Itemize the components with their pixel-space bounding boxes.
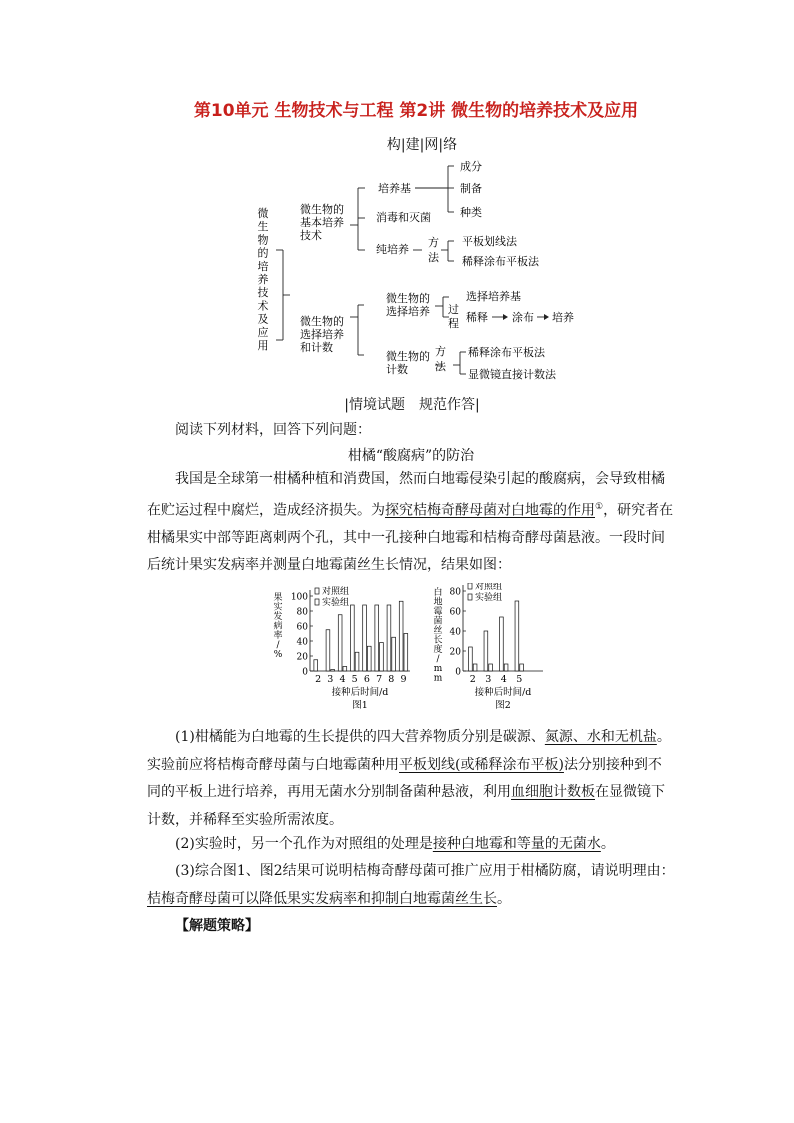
bar-control [484,631,488,671]
x-tick-label: 4 [339,674,346,685]
node-counting: 微生物的 [386,350,430,363]
pure-method: 稀释涂布平板法 [462,255,539,268]
node-counting: 计数 [386,363,408,376]
bar-experiment [367,646,371,671]
bar-control [469,647,473,671]
y-axis-label-char: / [276,640,280,651]
x-tick-label: 9 [400,674,407,685]
y-axis-label-char: % [273,650,283,660]
node-select-culture: 微生物的 [386,292,430,305]
y-axis-label-char: 实 [273,602,283,613]
count-method: 显微镜直接计数法 [468,368,556,381]
para1-text-b: ，研究者在柑橘果实中部等距离刺两个孔，其中一孔接种白地霉和桔梅奇酵母菌悬液。一段时间后统计果实发病率并测量白地霉菌丝生长情况，结果如图： [147,502,674,574]
branch-2-label: 微生物的 [300,315,344,328]
legend-swatch [315,599,319,605]
bar-experiment [343,667,347,672]
legend-label: 对照组 [475,583,503,592]
y-axis-label-char: 白 [433,588,443,598]
bar-control [500,617,504,671]
bar-control [363,605,367,671]
bar-experiment [404,634,408,672]
y-axis-label-char: 发 [273,612,283,622]
medium-item: 种类 [460,206,482,219]
bar-experiment [331,670,335,672]
x-tick-label: 3 [485,674,492,685]
network-root-char: 生 [257,220,269,234]
y-axis-label-char: m [433,664,443,674]
y-axis-label-char: 果 [273,593,283,603]
process-label: 程 [448,317,459,330]
process-step: 培养 [552,311,574,324]
y-axis-label-char: 度 [433,645,443,655]
figure-1-chart [270,583,420,719]
material-paragraph [147,466,675,580]
branch-2-label: 和计数 [300,341,333,354]
para1-underlined: 探究桔梅奇酵母菌对白地霉的作用 [385,502,595,519]
network-root-char: 用 [257,339,269,352]
bar-control [351,605,355,671]
count-method: 稀释涂布平板法 [468,346,545,359]
count-method-label: 方 [435,345,446,358]
x-tick-label: 6 [363,674,370,685]
process-step: 稀释 [466,311,488,324]
arrow-head [503,314,508,320]
figure-2-chart [430,583,550,719]
q2-text-2: 。 [600,836,615,852]
y-tick-label: 20 [449,647,461,658]
bar-experiment [380,643,384,672]
count-method-label: 法 [435,360,446,373]
process-step: 涂布 [512,311,534,324]
method-label: 法 [428,251,439,264]
y-tick-label: 60 [449,607,461,618]
y-tick-label: 60 [296,622,308,633]
y-tick-label: 20 [296,652,308,663]
bar-control [338,615,342,671]
node-medium: 培养基 [378,182,411,195]
q2-answer: 接种白地霉和等量的无菌水 [432,836,601,852]
question-2 [147,831,675,859]
bar-experiment [504,664,508,671]
y-axis-label-char: 地 [433,597,443,608]
figure-caption: 图1 [352,700,368,711]
y-tick-label: 40 [296,637,308,648]
node-select-culture: 选择培养 [386,305,430,318]
branch-1-label: 技术 [300,229,322,242]
para1-text-a: 我国是全球第一柑橘种植和消费国，然而白地霉侵染引起的酸腐病，会导致柑橘在贮运过程中腐烂，造成经济损失。为 [147,471,665,519]
q1-answer-1: 碳源、 [502,729,545,745]
y-axis-label-char: 长 [433,635,443,646]
bar-experiment [392,637,396,671]
q1-text-2: 。实验前应将桔梅奇酵母菌与白地霉菌种用 [147,729,671,773]
bar-control [314,660,318,671]
q3-text-1: (3)综合图1、图2结果可说明桔梅奇酵母菌可推广应用于柑橘防腐，请说明理由： [175,863,675,879]
network-heading: 构|建|网|络 [386,137,458,153]
bar-experiment [489,664,493,671]
branch-1-label: 微生物的 [300,203,344,216]
page-title: 第10单元 生物技术与工程 第2讲 微生物的培养技术及应用 [193,101,639,121]
process-label: 过 [448,303,459,316]
bar-control [387,605,391,671]
y-tick-label: 0 [455,667,461,678]
legend-label: 对照组 [322,587,350,597]
material-title: 柑橘“酸腐病”的防治 [347,448,475,464]
q3-answer: 桔梅奇酵母菌可以降低果实发病率和抑制白地霉菌丝生长 [147,890,497,907]
y-axis-label-char: / [436,654,440,665]
intro-text: 阅读下列材料，回答下列问题： [175,422,371,438]
y-axis-label-char: 病 [273,621,283,632]
y-axis-label-char: 率 [273,631,283,641]
x-tick-label: 7 [376,674,383,685]
x-axis-label: 接种后时间/d [331,687,389,698]
footnote-marker: ① [595,501,604,512]
network-root-char: 应 [257,325,269,339]
y-axis-label-char: 菌 [433,616,443,627]
q1-answer-2: 氮源、水和无机盐 [544,729,657,745]
question-3 [147,858,675,913]
medium-item: 制备 [460,182,482,195]
network-root-char: 技 [257,286,269,300]
y-axis-label-char: 丝 [433,626,443,636]
legend-label: 实验组 [322,598,350,608]
y-tick-label: 80 [296,607,308,618]
x-tick-label: 2 [469,674,476,685]
medium-item: 成分 [460,160,482,173]
bar-control [399,601,403,671]
node-sterilization: 消毒和灭菌 [376,211,431,224]
y-tick-label: 0 [302,667,308,678]
q1-answer-3: 平板划线(或稀释涂布平板) [399,756,564,773]
bar-control [326,630,330,671]
q3-text-2: 。 [497,890,511,907]
network-root-char: 的 [257,246,269,260]
legend-swatch [315,588,319,594]
figure-caption: 图2 [495,700,511,711]
section-heading: |情境试题 规范作答| [344,397,480,413]
y-tick-label: 100 [290,592,308,603]
q1-text-4: 在显微镜下计数，并稀释至实验所需浓度。 [147,784,665,828]
branch-1-label: 基本培养 [300,216,344,229]
bar-experiment [473,664,477,671]
bar-control [515,601,519,671]
x-tick-label: 5 [516,674,523,685]
network-root-char: 物 [257,233,269,247]
question-1 [147,724,675,834]
concept-network [250,155,580,390]
network-root-char: 术 [257,299,269,313]
arrow-head [544,314,549,320]
y-tick-label: 40 [449,627,461,638]
x-tick-label: 5 [351,674,358,685]
network-root-char: 培 [257,259,269,273]
bar-control [375,605,379,671]
legend-label: 实验组 [475,593,503,603]
y-tick-label: 80 [449,587,461,598]
y-axis-label-char: m [433,673,443,684]
network-root-char: 养 [257,273,269,286]
bar-experiment [355,652,359,671]
select-medium: 选择培养基 [466,290,521,303]
legend-swatch [468,583,472,589]
branch-2-label: 选择培养 [300,328,344,341]
x-tick-label: 8 [388,674,395,685]
network-root-char: 及 [257,312,269,326]
x-tick-label: 4 [500,674,507,685]
legend-swatch [468,594,472,600]
y-axis-label-char: 霉 [433,607,443,617]
network-root-char: 微 [257,207,269,220]
q1-answer-4: 血细胞计数板 [511,784,595,800]
x-tick-label: 2 [315,674,322,685]
node-pure-culture: 纯培养 [376,243,409,256]
q1-text-1: (1)柑橘能为白地霉的生长提供的四大营养物质分别是 [175,729,503,745]
pure-method: 平板划线法 [462,235,517,248]
bar-experiment [520,664,524,671]
q2-text-1: (2)实验时，另一个孔作为对照组的处理是 [175,836,433,852]
q1-text-3: 法分别接种到不同的平板上进行培养，再用无菌水分别制备菌种悬液，利用 [147,756,662,800]
method-label: 方 [428,236,439,249]
strategy-heading: 【解题策略】 [175,918,259,934]
x-tick-label: 3 [327,674,334,685]
x-axis-label: 接种后时间/d [474,687,532,698]
